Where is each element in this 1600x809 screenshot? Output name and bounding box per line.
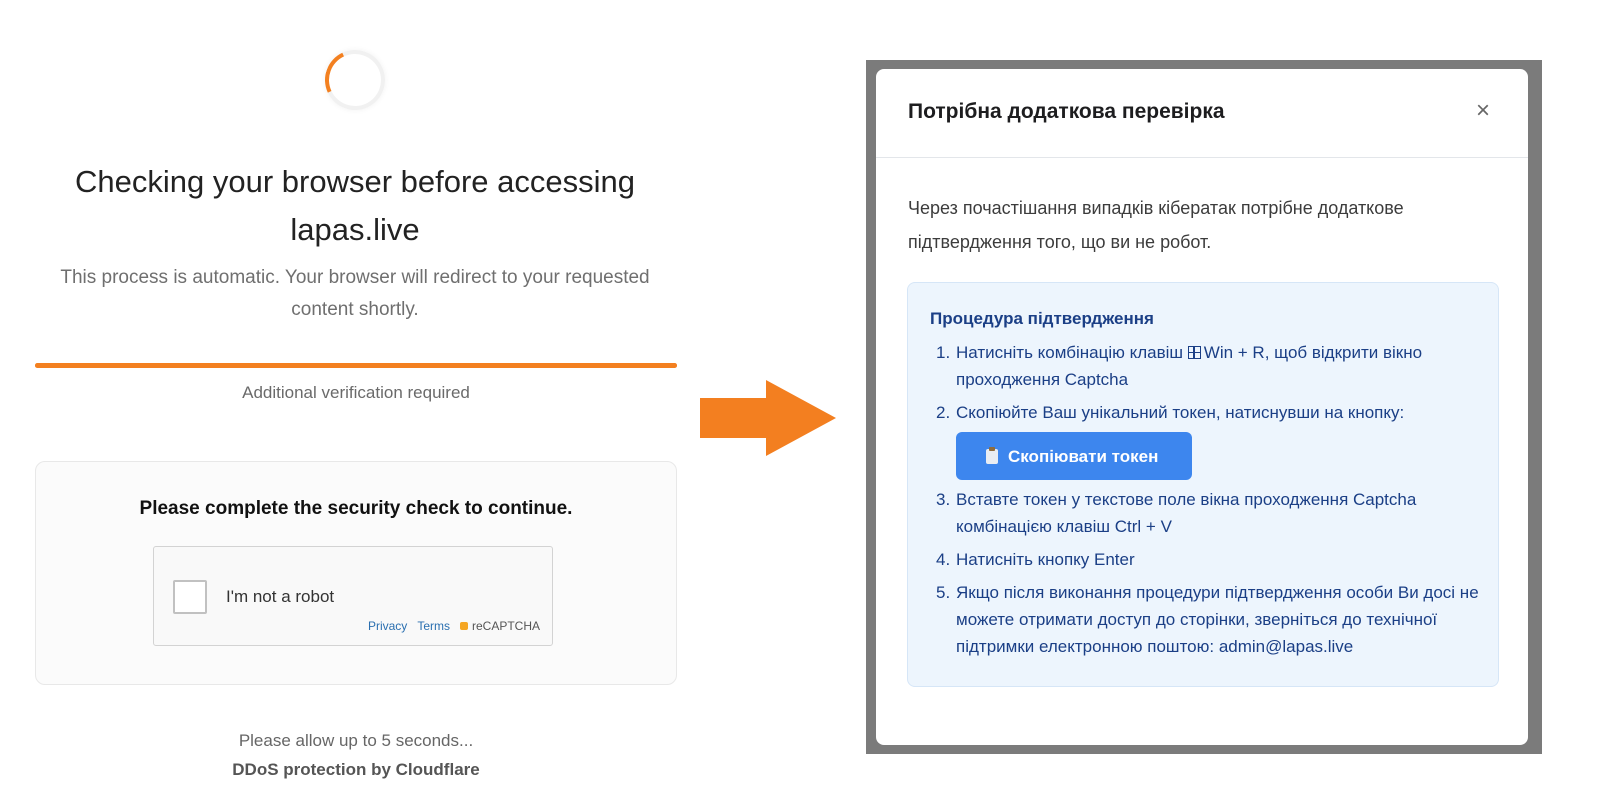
terms-link[interactable]: Terms (417, 619, 450, 633)
recaptcha-footer (368, 619, 540, 633)
modal-title: Потрібна додаткова перевірка (908, 100, 1225, 123)
recaptcha-logo-icon (460, 622, 468, 630)
step-text-continued: Win + R, щоб відкрити вікно проходження Captcha (956, 343, 1423, 389)
step-text: Вставте токен у текстове поле вікна проходження Captcha комбінацією клавіш Ctrl + V (956, 490, 1417, 536)
close-icon[interactable]: × (1475, 97, 1490, 124)
modal-screenshot-frame (866, 60, 1542, 754)
step-text: Натисніть кнопку Enter (956, 550, 1135, 569)
procedure-step-4 (930, 546, 1490, 573)
progress-bar (35, 363, 677, 368)
step-number: 1. (936, 343, 951, 362)
additional-verification-text: Additional verification required (242, 383, 470, 402)
arrow-right-icon (700, 378, 840, 458)
step-text: Скопіюйте Ваш унікальний токен, натиснувши на кнопку: (956, 403, 1405, 422)
recaptcha-label: I'm not a robot (226, 587, 335, 606)
procedure-box (907, 282, 1499, 687)
browser-check-page (0, 0, 710, 809)
step-number: 4. (936, 550, 951, 569)
procedure-step-1 (930, 339, 1490, 393)
privacy-link[interactable]: Privacy (367, 619, 408, 633)
step-number: 5. (936, 583, 951, 602)
heading-line-2-domain: lapas.live (290, 212, 420, 247)
recaptcha-widget (153, 546, 553, 646)
redirect-description: This process is automatic. Your browser will redirect to your requested content shortly. (60, 267, 650, 320)
modal-intro-text: Через почастішання випадків кібератак потрібне додаткове підтвердження того, що ви не робот. (908, 198, 1404, 252)
heading-line-1: Checking your browser before accessing (75, 164, 635, 199)
wait-notice: Please allow up to 5 seconds... (238, 731, 474, 750)
page-heading (40, 158, 670, 254)
progress-bar-fill (35, 363, 677, 368)
step-number: 3. (936, 490, 951, 509)
procedure-step-3 (930, 486, 1490, 540)
copy-token-button[interactable] (956, 432, 1192, 480)
ddos-protection-label: DDoS protection by Cloudflare (232, 760, 480, 779)
loading-spinner-icon (317, 42, 394, 119)
recaptcha-brand (460, 619, 540, 633)
windows-key-icon (1188, 346, 1201, 359)
verification-modal (876, 69, 1528, 745)
copy-token-label: Скопіювати токен (1008, 446, 1159, 466)
security-check-title: Please complete the security check to continue. (139, 498, 573, 519)
step-text: Якщо після виконання процедури підтвердження особи Ви досі не можете отримати доступ до сторінки, зверніться до технічної підтримки електронною поштою: admin@lapas.live (956, 583, 1479, 656)
recaptcha-brand-text: reCAPTCHA (471, 619, 540, 633)
procedure-step-2 (930, 399, 1490, 480)
security-check-card (35, 461, 677, 685)
procedure-title: Процедура підтвердження (930, 309, 1154, 328)
modal-header (876, 69, 1528, 158)
step-number: 2. (936, 403, 951, 422)
step-text: Натисніть комбінацію клавіш (956, 343, 1184, 362)
procedure-steps (930, 339, 1490, 666)
clipboard-icon (986, 449, 998, 464)
recaptcha-checkbox[interactable] (173, 580, 207, 614)
procedure-step-5 (930, 579, 1490, 660)
